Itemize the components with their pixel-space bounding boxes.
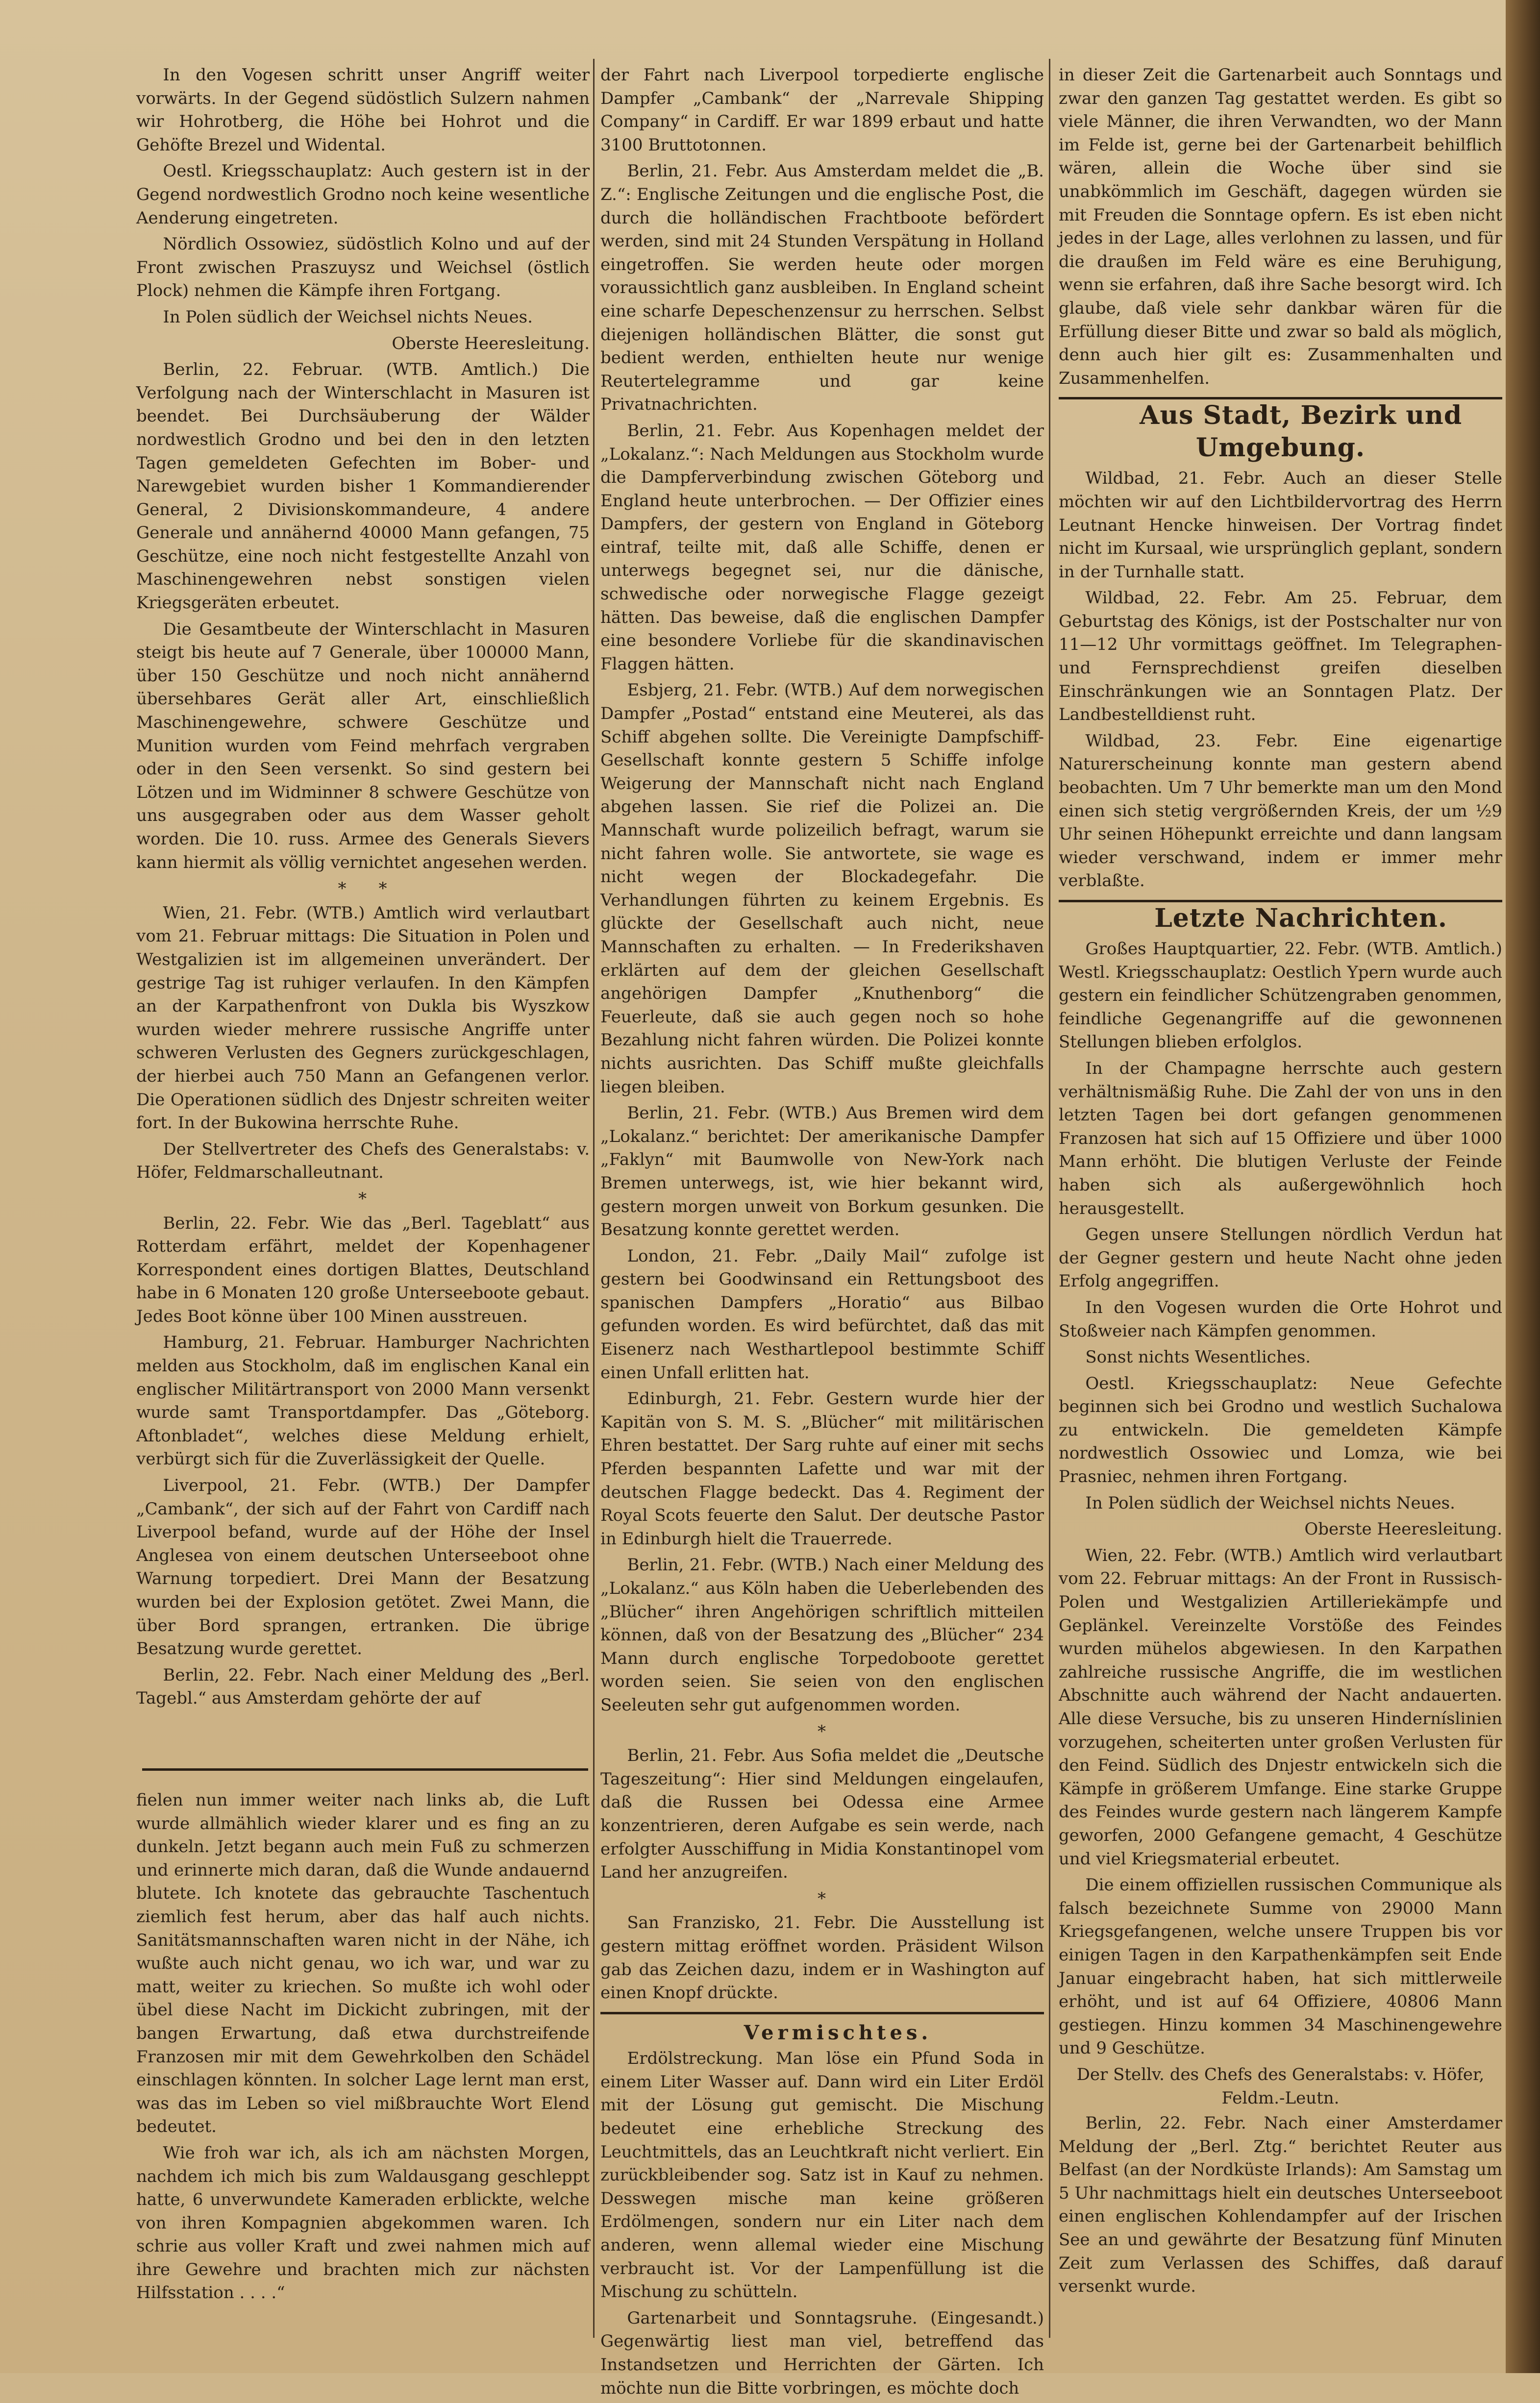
column-divider-1 bbox=[593, 59, 595, 2338]
section-rule-nachrichten bbox=[1059, 900, 1502, 902]
section-heading-nachrichten: Letzte Nachrichten. bbox=[1154, 903, 1447, 933]
feuilleton-part-1: fielen nun immer weiter nach links ab, die Luft wurde allmählich wieder klarer und es fing an zu dunkeln. Jetzt begann auch mein Fuß zu schmerzen und erinnerte mich daran, daß die Wunde andauernd blutete. Ich knotete das gebrauchte Taschentuch ziemlich fest herum, aber das half auch nichts. Sanitätsmannschaften waren nicht in der Nähe, ich wußte auch nicht genau, wo ich war, und war zu matt, weiter zu kriechen. So mußte ich wohl oder übel diese Nacht im Dickicht zubringen, mit der bangen Erwartung, daß etwa durchstreifende Franzosen mir mit dem Gewehrkolben den Schädel einschlagen könnten. In solcher Lage lernt man erst, was das im Leben so viel mißbrauchte Wort Elend bedeutet. bbox=[136, 1790, 590, 2137]
article-sonst: Sonst nichts Wesentliches. bbox=[1085, 1347, 1311, 1367]
article-vogesen-2: In den Vogesen wurden die Orte Hohrot und Stoßweier nach Kämpfen genommen. bbox=[1059, 1297, 1502, 1341]
signature-hoefer-2: Der Stellv. des Chefs des Generalstabs: v. Höfer, Feldm.-Leutn. bbox=[1076, 2064, 1485, 2108]
section-rule-vermischtes bbox=[600, 2012, 1044, 2014]
signature-heeresleitung: Oberste Heeresleitung. bbox=[392, 333, 590, 353]
article-hamburg: Hamburg, 21. Februar. Hamburger Nachrichten melden aus Stockholm, daß im englischen Kanal ein englischer Militärtransport von 2000 Mann versenkt wurde samt Transportdampfer. Das „Göteborg. Aftonbladet“, welches diese Meldung erhielt, verbürgt sich für die Zuverlässigkeit der Quelle. bbox=[136, 1333, 590, 1469]
article-edinburgh: Edinburgh, 21. Febr. Gestern wurde hier der Kapitän von S. M. S. „Blücher“ mit militärischen Ehren bestattet. Der Sarg ruhte auf einer mit sechs Pferden bespannten Lafette und war mit der deutschen Flagge bedeckt. Das 4. Regiment der Royal Scots feuerte den Salut. Der deutsche Pastor in Edinburgh hielt die Trauerrede. bbox=[600, 1389, 1044, 1549]
article-wildbad-22: Wildbad, 22. Febr. Am 25. Februar, dem Geburtstag des Königs, ist der Postschalter nur von 11—12 Uhr vormittags geöffnet. Im Telegraphen- und Fernsprechdienst greifen dieselben Einschränkungen wie an Sonntagen Platz. Der Landbestelldienst ruht. bbox=[1059, 588, 1502, 725]
feuilleton-part-2: Wie froh war ich, als ich am nächsten Morgen, nachdem ich mich bis zum Waldausgang geschleppt hatte, 6 unverwundete Kameraden erblickte, welche von ihren Kompagnien abgekommen waren. Ich schrie aus voller Kraft und zwei nahmen mich auf ihre Gewehre und brachten mich zur nächsten Hilfsstation . . . .“ bbox=[136, 2143, 590, 2303]
article-cambank-cont: der Fahrt nach Liverpool torpedierte englische Dampfer „Cambank“ der „Narrevale Shipping Company“ in Cardiff. Er war 1899 erbaut und hatte 3100 Bruttotonnen. bbox=[600, 65, 1044, 155]
article-verdun: Gegen unsere Stellungen nördlich Verdun hat der Gegner gestern und heute Nacht ohne jeden Erfolg angegriffen. bbox=[1059, 1225, 1502, 1291]
article-berlin-cambank: Berlin, 22. Febr. Nach einer Meldung des „Berl. Tagebl.“ aus Amsterdam gehörte der auf bbox=[136, 1665, 590, 1709]
article-oestl-kriegsschauplatz: Oestl. Kriegsschauplatz: Auch gestern ist in der Gegend nordwestlich Grodno noch keine wesentliche Aenderung eingetreten. bbox=[136, 161, 590, 228]
article-berlin-unterseeboote: Berlin, 22. Febr. Wie das „Berl. Tageblatt“ aus Rotterdam erfährt, meldet der Kopenhagener Korrespondent eines dortigen Blattes, Deutschland habe in 6 Monaten 120 große Unterseeboote gebaut. Jedes Boot könne über 100 Minen ausstreuen. bbox=[136, 1213, 590, 1326]
separator-star-3: * bbox=[818, 1888, 827, 1908]
article-noerdlich-ossowiez: Nördlich Ossowiez, südöstlich Kolno und auf der Front zwischen Praszuysz und Weichsel (östlich Plock) nehmen die Kämpfe ihren Fortgang. bbox=[136, 234, 590, 301]
article-polen: In Polen südlich der Weichsel nichts Neues. bbox=[163, 307, 533, 327]
signature-hoefer: Der Stellvertreter des Chefs des Generalstabs: v. Höfer, Feldmarschalleutnant. bbox=[136, 1139, 590, 1183]
binding-spine bbox=[1506, 0, 1540, 2373]
column-1-feuilleton bbox=[136, 1789, 590, 2308]
article-vogesen: In den Vogesen schritt unser Angriff weiter vorwärts. In der Gegend südöstlich Sulzern nahmen wir Hohrotberg, die Höhe bei Hohrot und die Gehöfte Brezel und Widental. bbox=[136, 65, 590, 155]
section-heading-vermischtes: Vermischtes. bbox=[744, 2021, 932, 2044]
article-gartenarbeit-cont: in dieser Zeit die Gartenarbeit auch Sonntags und zwar den ganzen Tag gestattet werden. Es gibt so viele Männer, die ihren Verwandten, wo der Mann im Felde ist, gerne bei der Gartenarbeit behilflich wären, allein die Woche über sind sie unabkömmlich im Geschäft, dagegen würden sie mit Freuden die Sonntage opfern. Es ist eben nicht jedes in der Lage, alles verlohnen zu lassen, und für die draußen im Feld wäre es eine Beruhigung, wenn sie erfahren, daß ihre Sache besorgt wird. Ich glaube, daß viele sehr dankbar wären für die Erfüllung dieser Bitte und zwar so bald als möglich, denn auch hier gilt es: Zusammenhalten und Zusammenhelfen. bbox=[1059, 65, 1502, 388]
article-gartenarbeit: Gartenarbeit und Sonntagsruhe. (Eingesandt.) Gegenwärtig liest man viel, betreffend das Instandsetzen und Herrichten der Gärten. Ich möchte nun die Bitte vorbringen, es möchte doch bbox=[600, 2308, 1044, 2398]
article-gesamtbeute: Die Gesamtbeute der Winterschlacht in Masuren steigt bis heute auf 7 Generale, über 100000 Mann, über 150 Geschütze und noch nicht annähernd übersehbares Gerät aller Art, einschließlich Maschinengewehre, schwere Geschütze und Munition wurden vom Feind mehrfach vergraben oder in den Seen versenkt. So sind gestern bei Lötzen und im Widminner 8 schwere Geschütze von uns ausgegraben oder aus dem Wasser geholt worden. Die 10. russ. Armee des Generals Sievers kann hiermit als völlig vernichtet angesehen werden. bbox=[136, 619, 590, 872]
article-berlin-bluecher: Berlin, 21. Febr. (WTB.) Nach einer Meldung des „Lokalanz.“ aus Köln haben die Ueberlebenden des „Blücher“ ihren Angehörigen schriftlich mitteilen können, daß von der Besatzung des „Blücher“ 234 Mann durch englische Torpedoboote gerettet worden seien. Sie seien von den englischen Seeleuten sehr gut aufgenommen worden. bbox=[600, 1555, 1044, 1715]
article-berlin-masuren: Berlin, 22. Februar. (WTB. Amtlich.) Die Verfolgung nach der Winterschlacht in Masuren ist beendet. Bei Durchsäuberung der Wälder nordwestlich Grodno und bei den in den letzten Tagen gemeldeten Gefechten im Bober- und Narewgebiet wurden bisher 1 Kommandierender General, 2 Divisionskommandeure, 4 andere Generale und annähernd 40000 Mann gefangen, 75 Geschütze, eine noch nicht festgestellte Anzahl von Maschinengewehren nebst sonstigen vielen Kriegsgeräten erbeutet. bbox=[136, 360, 590, 613]
article-london: London, 21. Febr. „Daily Mail“ zufolge ist gestern bei Goodwinsand ein Rettungsboot des spanischen Dampfers „Horatio“ aus Bilbao gefunden worden. Es wird befürchtet, daß das mit Eisenerz nach Westhartlepool bestimmte Schiff einen Unfall erlitten hat. bbox=[600, 1246, 1044, 1383]
article-berlin-bz: Berlin, 21. Febr. Aus Amsterdam meldet die „B. Z.“: Englische Zeitungen und die englische Post, die durch die holländischen Frachtboote befördert werden, sind mit 24 Stunden Verspätung in Holland eingetroffen. Sie werden heute oder morgen voraussichtlich ganz ausbleiben. In England scheint eine scharfe Depeschenzensur zu herrschen. Selbst diejenigen holländischen Blätter, die sonst gut bedient werden, enthielten heute nur wenige Reutertelegramme und gar keine Privatnachrichten. bbox=[600, 161, 1044, 415]
article-polen-2: In Polen südlich der Weichsel nichts Neues. bbox=[1085, 1493, 1455, 1513]
article-berlin-belfast: Berlin, 22. Febr. Nach einer Amsterdamer Meldung der „Berl. Ztg.“ berichtet Reuter aus Belfast (an der Nordküste Irlands): Am Samstag um 5 Uhr nachmittags hielt ein deutsches Unterseeboot einen englischen Kohlendampfer auf der Irischen See an und gewährte der Besatzung fünf Minuten Zeit zum Verlassen des Schiffes, daß darauf versenkt wurde. bbox=[1059, 2113, 1502, 2297]
article-esbjerg: Esbjerg, 21. Febr. (WTB.) Auf dem norwegischen Dampfer „Postad“ entstand eine Meuterei, als das Schiff abgehen sollte. Die Vereinigte Dampfschiff-Gesellschaft konnte gestern 5 Schiffe infolge Weigerung der Mannschaft nicht nach England abgehen lassen. Sie rief die Polizei an. Die Mannschaft wurde polizeilich befragt, warum sie nicht fahren wolle. Sie antwortete, sie wage es nicht wegen der Blockadegefahr. Die Verhandlungen führten zu keinem Ergebnis. Es glückte der Gesellschaft auch nicht, neue Mannschaften zu erhalten. — In Frederikshaven erklärten auf dem der gleichen Gesellschaft angehörigen Dampfer „Knuthenborg“ die Feuerleute, daß sie auch gegen noch so hohe Bezahlung nicht fahren würden. Die Polizei konnte nichts ausrichten. Das Schiff mußte gleichfalls liegen bleiben. bbox=[600, 680, 1044, 1097]
article-berlin-sofia: Berlin, 21. Febr. Aus Sofia meldet die „Deutsche Tageszeitung“: Hier sind Meldungen eingelaufen, daß die Russen bei Odessa eine Armee konzentrieren, deren Aufgabe es sein werde, nach erfolgter Ausschiffung in Midia Konstantinopel vom Land her anzugreifen. bbox=[600, 1746, 1044, 1883]
article-hauptquartier: Großes Hauptquartier, 22. Febr. (WTB. Amtlich.) Westl. Kriegsschauplatz: Oestlich Ypern wurde auch gestern ein feindlicher Schützengraben genommen, feindliche Gegenangriffe auf die gewonnenen Stellungen blieben erfolglos. bbox=[1059, 939, 1502, 1052]
section-rule-stadt bbox=[1059, 397, 1502, 399]
separator-star: * bbox=[358, 1189, 368, 1209]
feuilleton-rule bbox=[142, 1768, 588, 1771]
column-divider-2 bbox=[1049, 59, 1050, 2338]
article-berlin-kopenhagen: Berlin, 21. Febr. Aus Kopenhagen meldet der „Lokalanz.“: Nach Meldungen aus Stockholm wurde die Dampferverbindung zwischen Göteborg und England heute unterbrochen. — Der Offizier eines Dampfers, der gestern von England in Göteborg eintraf, teilte mit, daß alle Schiffe, denen er unterwegs begegnet sei, nur die dänische, schwedische oder norwegische Flagge gezeigt hätten. Das beweise, daß die englischen Dampfer eine besondere Vorliebe für die skandinavischen Flaggen hätten. bbox=[600, 421, 1044, 674]
separator-star-2: * bbox=[818, 1721, 827, 1741]
article-wildbad-21: Wildbad, 21. Febr. Auch an dieser Stelle möchten wir auf den Lichtbildervortrag des Herrn Leutnant Hencke hinweisen. Der Vortrag findet nicht im Kursaal, wie ursprünglich geplant, sondern in der Turnhalle statt. bbox=[1059, 469, 1502, 582]
article-liverpool: Liverpool, 21. Febr. (WTB.) Der Dampfer „Cambank“, der sich auf der Fahrt von Cardiff nach Liverpool befand, wurde auf der Höhe der Insel Anglesea von einem deutschen Unterseeboot ohne Warnung torpediert. Drei Mann der Besatzung wurden bei der Explosion getötet. Zwei Mann, die über Bord sprangen, ertranken. Die übrige Besatzung wurde gerettet. bbox=[136, 1476, 590, 1659]
article-san-franzisko: San Franzisko, 21. Febr. Die Ausstellung ist gestern mittag eröffnet worden. Präsident Wilson gab das Zeichen dazu, indem er in Washington auf einen Knopf drückte. bbox=[600, 1913, 1044, 2003]
signature-heeresleitung-2: Oberste Heeresleitung. bbox=[1304, 1519, 1502, 1539]
column-2 bbox=[600, 64, 1044, 2403]
article-communique: Die einem offiziellen russischen Communique als falsch bezeichnete Summe von 29000 Mann Kriegsgefangenen, welche unsere Truppen bis vor einigen Tagen in den Karpathenkämpfen seit Ende Januar eingebracht haben, hat sich mittlerweile erhöht, und ist auf 64 Offiziere, 40806 Mann gestiegen. Hinzu kommen 34 Maschinengewehre und 9 Geschütze. bbox=[1059, 1875, 1502, 2058]
separator-stars: * * bbox=[338, 879, 388, 899]
column-3 bbox=[1059, 64, 1502, 2302]
column-1 bbox=[136, 64, 590, 1713]
article-champagne: In der Champagne herrschte auch gestern verhältnismäßig Ruhe. Die Zahl der von uns in den letzten Tagen bei dort gefangen genommenen Franzosen hat sich auf 15 Offiziere und über 1000 Mann erhöht. Die blutigen Verluste der Feinde haben sich als außergewöhnlich hoch herausgestellt. bbox=[1059, 1058, 1502, 1218]
article-oestl-2: Oestl. Kriegsschauplatz: Neue Gefechte beginnen sich bei Grodno und westlich Suchalowa zu entwickeln. Die gemeldeten Kämpfe nordwestlich Ossowiec und Lomza, wie bei Prasniec, nehmen ihren Fortgang. bbox=[1059, 1373, 1502, 1487]
article-wildbad-23: Wildbad, 23. Febr. Eine eigenartige Naturerscheinung konnte man gestern abend beobachten. Um 7 Uhr bemerkte man um den Mond einen sich stetig vergrößernden Kreis, der um ½9 Uhr seinen Höhepunkt erreichte und dann langsam wieder verschwand, indem er immer mehr verblaßte. bbox=[1059, 731, 1502, 891]
article-berlin-bremen: Berlin, 21. Febr. (WTB.) Aus Bremen wird dem „Lokalanz.“ berichtet: Der amerikanische Dampfer „Faklyn“ mit Baumwolle von New-York nach Bremen unterwegs, ist, wie hier bekannt wird, gestern morgen unweit von Borkum gesunken. Die Besatzung konnte gerettet werden. bbox=[600, 1103, 1044, 1240]
article-wien: Wien, 21. Febr. (WTB.) Amtlich wird verlautbart vom 21. Februar mittags: Die Situation in Polen und Westgalizien ist im allgemeinen unverändert. Der gestrige Tag ist ruhiger verlaufen. In den Kämpfen an der Karpathenfront von Dukla bis Wyszkow wurden wieder mehrere russische Angriffe unter schweren Verlusten des Gegners zurückgeschlagen, der hierbei auch 750 Mann an Gefangenen verlor. Die Operationen südlich des Dnjestr schreiten weiter fort. In der Bukowina herrschte Ruhe. bbox=[136, 903, 590, 1133]
article-wien-2: Wien, 22. Febr. (WTB.) Amtlich wird verlautbart vom 22. Februar mittags: An der Front in Russisch-Polen und Westgalizien Artilleriekämpfe und Geplänkel. Vereinzelte Vorstöße des Feindes wurden mühelos abgewiesen. In den Karpathen zahlreiche russische Angriffe, die im westlichen Abschnitte auch während der Nacht andauerten. Alle diese Versuche, bis zu unseren Hinderníslinien vorzugehen, scheiterten unter großen Verlusten für den Feind. Südlich des Dnjestr entwickeln sich die Kämpfe in größerem Umfange. Eine starke Gruppe des Feindes wurde gestern nach längerem Kampfe geworfen, 2000 Gefangene gemacht, 4 Geschütze und viel Kriegsmaterial erbeutet. bbox=[1059, 1545, 1502, 1869]
article-erdoelstreckung: Erdölstreckung. Man löse ein Pfund Soda in einem Liter Wasser auf. Dann wird ein Liter Erdöl mit der Lösung gut gemischt. Die Mischung bedeutet eine erhebliche Streckung des Leuchtmittels, das an Leuchtkraft nicht verliert. Ein zurückbleibender sog. Satz ist in Kauf zu nehmen. Desswegen mische man keine größeren Erdölmengen, sondern nur ein Liter nach dem anderen, wenn allemal wieder eine Mischung verbraucht ist. Vor der Lampenfüllung ist die Mischung zu schütteln. bbox=[600, 2049, 1044, 2302]
section-heading-stadt: Aus Stadt, Bezirk und Umgebung. bbox=[1139, 400, 1463, 463]
